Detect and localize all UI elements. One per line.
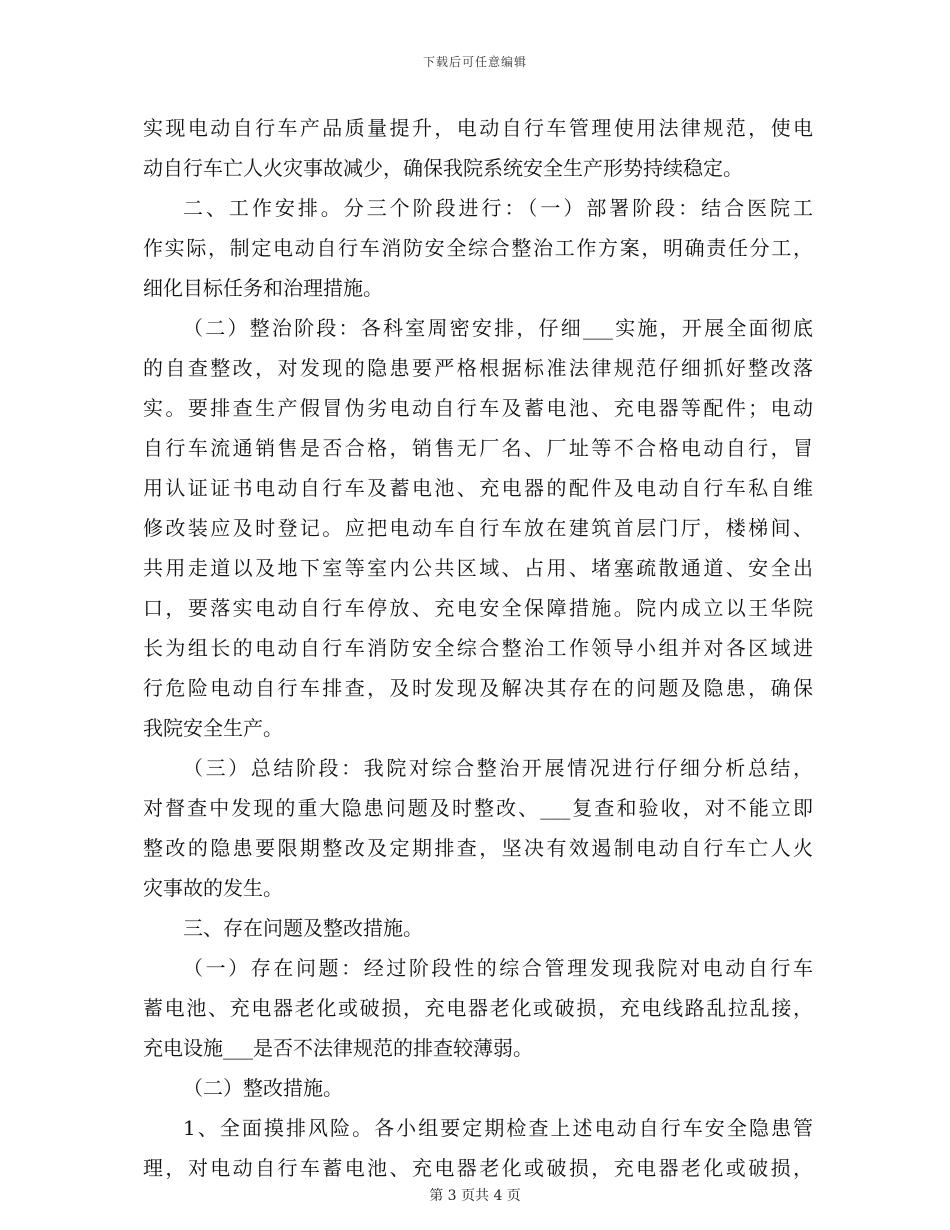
text-line: 自行车流通销售是否合格，销售无厂名、厂址等不合格电动自行，冒 (143, 436, 813, 460)
page-header: 下载后可任意编辑 (422, 55, 527, 69)
text-line: 修改装应及时登记。应把电动车自行车放在建筑首层门厅，楼梯间、 (143, 516, 813, 540)
text-line: 1、全面摸排风险。各小组要定期检查上述电动自行车安全隐患管 (183, 1116, 813, 1140)
text-line: 细化目标任务和治理措施。 (143, 276, 383, 300)
text-line: 整改的隐患要限期整改及定期排查，坚决有效遏制电动自行车亡人火 (143, 836, 813, 860)
text-line: 蓄电池、充电器老化或破损，充电器老化或破损，充电线路乱拉乱接， (143, 996, 813, 1020)
document-body (143, 108, 813, 1188)
text-line: 的自查整改，对发现的隐患要严格根据标准法律规范仔细抓好整改落 (143, 356, 813, 380)
page-footer: 第 3 页共 4 页 (429, 1188, 521, 1204)
text-line: 理，对电动自行车蓄电池、充电器老化或破损，充电器老化或破损， (143, 1156, 813, 1180)
text-line: （二）整改措施。 (183, 1076, 343, 1100)
text-line: 用认证证书电动自行车及蓄电池、充电器的配件及电动自行车私自维 (143, 476, 813, 500)
text-line: （一）存在问题：经过阶段性的综合管理发现我院对电动自行车 (183, 956, 813, 980)
text-line: 行危险电动自行车排查，及时发现及解决其存在的问题及隐患，确保 (143, 676, 813, 700)
text-line: 我院安全生产。 (143, 716, 283, 740)
text-line: 二、工作安排。分三个阶段进行：（一）部署阶段：结合医院工 (183, 196, 813, 220)
text-line: （二）整治阶段：各科室周密安排，仔细___实施，开展全面彻底 (183, 316, 813, 340)
text-line: （三）总结阶段：我院对综合整治开展情况进行仔细分析总结， (183, 756, 813, 780)
text-line: 共用走道以及地下室等室内公共区域、占用、堵塞疏散通道、安全出 (143, 556, 813, 580)
text-line: 实。要排查生产假冒伪劣电动自行车及蓄电池、充电器等配件；电动 (143, 396, 813, 420)
text-line: 长为组长的电动自行车消防安全综合整治工作领导小组并对各区域进 (143, 636, 813, 660)
text-line: 灾事故的发生。 (143, 876, 283, 900)
text-line: 口，要落实电动自行车停放、充电安全保障措施。院内成立以王华院 (143, 596, 813, 620)
text-line: 充电设施___是否不法律规范的排查较薄弱。 (143, 1036, 533, 1060)
text-line: 对督查中发现的重大隐患问题及时整改、___复查和验收，对不能立即 (143, 796, 813, 820)
text-line: 实现电动自行车产品质量提升，电动自行车管理使用法律规范，使电 (143, 116, 813, 140)
text-line: 作实际，制定电动自行车消防安全综合整治工作方案，明确责任分工， (143, 236, 813, 260)
text-line: 三、存在问题及整改措施。 (183, 916, 423, 940)
text-line: 动自行车亡人火灾事故减少，确保我院系统安全生产形势持续稳定。 (143, 156, 743, 180)
